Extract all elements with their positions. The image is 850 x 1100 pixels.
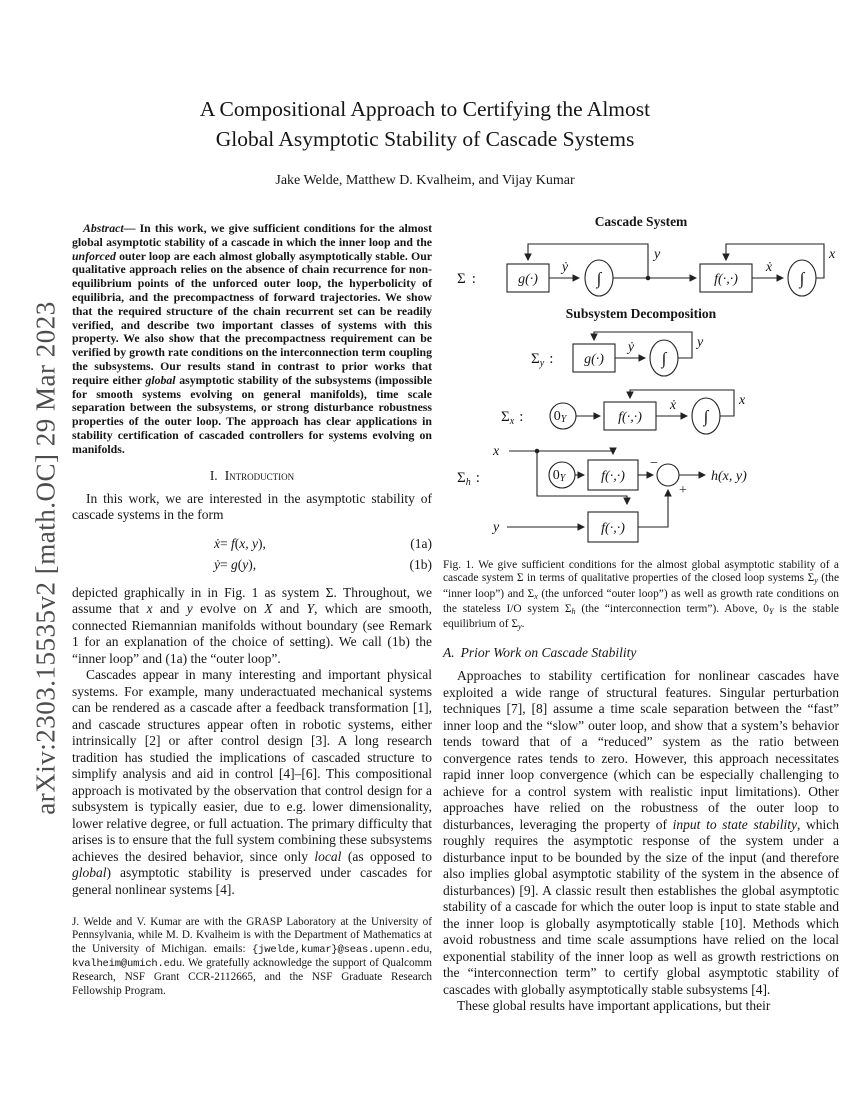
abstract: Abstract— In this work, we give sufficient conditions for the almost global asymptotic stability of a cascade in which the inner loop and the unforced outer loop are each almost globally asymptotically stable. Our qualitative approach relies on the absence of chain recurrence for non-equilibrium points of the unforced outer loop, the hyperbolicity of equilibria, and the precompactness of forward trajectories. We show that the required structure of the chain recurrent set can be readily verified, and describe two important classes of systems with this property. We also show that the precompactness requirement can be verified by growth rate conditions on the interconnection term coupling the subsystems. Our results stand in contrast to prior works that require either global asymptotic stability of the subsystems (impossible for smooth systems evolving on general manifolds), time scale separation between the subsystems, or strong disturbance robustness properties of the outer loop. The approach has clear applications in stability certification of cascaded controllers for systems evolving on manifolds.: [72, 221, 432, 456]
lower-output-wire: [638, 490, 668, 527]
minus-sign: −: [650, 456, 658, 471]
equation-1a-tag: (1a): [410, 535, 432, 551]
sigma-h-label: $\Sigma_h$ :: [457, 470, 480, 488]
integrator-x-label: ∫: [703, 407, 709, 426]
left-column: [72, 222, 432, 998]
zero-y-label: 0Y: [552, 468, 566, 484]
intro-paragraph-3: Cascades appear in many interesting and important physical systems. For example, many underactuated mechanical systems can be rendered as a cascade after a feedback transformation [1], and cascade structures appear often in robotic systems, either intrinsically [2] or after control design [3]. A long research tradition has studied the implications of cascaded structure to simplify analysis and aid in control [4]–[6]. This compositional approach is motivated by the observation that control design for a subsystem is typically easier, due to e.g. lower dimensionality, lower relative degree, or full actuation. The primary difficulty that arises is to ensure that the full system combining these subsystems achieves the desired behavior, since only local (as opposed to global) asymptotic stability is preserved under cascades for general nonlinear systems [4].: [72, 667, 432, 897]
sigma-y-label: $\Sigma_y$ :: [531, 351, 554, 369]
subsection-heading-prior-work: [443, 645, 839, 661]
inner-feedback-wire: [528, 244, 648, 278]
f-block-upper-label: f(·,·): [601, 469, 625, 484]
paper-title: [0, 94, 850, 154]
paper-title-line1: A Compositional Approach to Certifying the Almost: [199, 97, 651, 121]
sigma-x-label: $\Sigma_x$ :: [501, 409, 524, 427]
prior-work-paragraph-1: Approaches to stability certification for nonlinear cascades have exploited a wide range of structural features. Singular perturbation techniques [7], [8] assume a time scale separation between the “fast” inner loop and the “slow” outer loop, and show that a system’s behavior tends toward that of a “reduced” system as the ratio between convergence rates tends to zero. However, this approach necessitates rapid inner loop convergence (which can be especially challenging to achieve for a control system with realistic input limitations). Other approaches have relied on the robustness of the outer loop to disturbances, leveraging the property of input to state stability, which roughly requires the asymptotic response of the system under a disturbance input to be bounded by the size of the input (and therefore also implies global asymptotic stability of the system in the absence of disturbances) [9]. A classic result then establishes the global asymptotic stability of a cascade for which the outer loop is input to state stable and the inner loop is globally asymptotically stable [10]. Methods which avoid robustness and time scale assumptions have relied on the local exponential stability of the inner loop as well as growth restrictions on the “interconnection term” to certify global asymptotic stability of cascades with globally asymptotically stable subsystems [4].: [443, 668, 839, 997]
f-block-label: f(·,·): [714, 272, 738, 287]
x-input-wire: [509, 451, 613, 454]
subsystem-y-diagram: [443, 326, 839, 380]
g-block-label: g(·): [518, 272, 538, 287]
y-input-label: y: [493, 520, 500, 535]
subsection-title: Prior Work on Cascade Stability: [460, 645, 637, 661]
equation-1a-rhs: = f(x, y),: [220, 535, 266, 551]
subsection-number: A.: [443, 645, 455, 661]
feedback-wire: [630, 390, 734, 416]
y-output-label: y: [697, 335, 704, 350]
integrator-y-label: ∫: [661, 349, 667, 368]
equation-1a: [72, 533, 432, 554]
equation-1b: [72, 554, 432, 575]
section-number: I.: [209, 467, 218, 483]
f-block-lower-label: f(·,·): [601, 521, 625, 536]
x-input-label: x: [493, 444, 500, 459]
plus-sign: +: [679, 483, 687, 498]
right-column: [443, 212, 839, 1015]
prior-work-paragraph-2: These global results have important applications, but their: [457, 998, 771, 1014]
y-output-label: y: [654, 247, 661, 262]
equation-1a-lhs: ẋ: [214, 535, 220, 551]
integrator-y-label: ∫: [596, 269, 602, 288]
equation-1b-lhs: ẏ: [214, 556, 220, 572]
g-block-label: g(·): [584, 352, 604, 367]
x-output-label: x: [829, 247, 836, 262]
equation-block: [72, 533, 432, 575]
figure-1: [443, 214, 839, 633]
integrator-x-label: ∫: [799, 269, 805, 288]
subsystem-x-diagram: [443, 382, 839, 440]
h-output-label: h(x, y): [711, 469, 747, 484]
sum-junction: [657, 464, 679, 486]
xdot-label: ẋ: [765, 260, 773, 275]
authors-line: Jake Welde, Matthew D. Kvalheim, and Vijay Kumar: [275, 173, 575, 188]
author-footnote: J. Welde and V. Kumar are with the GRASP Laboratory at the University of Pennsylvania, while M. D. Kvalheim is with the Department of Mathematics at the University of Michigan. emails: {jwelde,kumar}@seas.upenn.edu, kvalheim@umich.edu. We gratefully acknowledge the support of Qualcomm Research, NSF Grant CCR-2112665, and the NSF Graduate Research Fellowship Program.: [72, 916, 432, 997]
intro-paragraph-1: In this work, we are interested in the asymptotic stability of cascade systems in the form: [72, 490, 432, 523]
section-heading-introduction: [72, 468, 432, 484]
equation-1b-rhs: = g(y),: [220, 556, 257, 572]
sigma-label: Σ :: [457, 271, 476, 287]
xdot-label: ẋ: [669, 398, 677, 413]
section-title: Introduction: [224, 467, 295, 483]
cascade-system-diagram: [443, 234, 839, 304]
interconnection-diagram: [443, 442, 839, 550]
paper-title-line2: Global Asymptotic Stability of Cascade Systems: [215, 127, 635, 151]
figure-caption: Fig. 1. We give sufficient conditions for the almost global asymptotic stability of a cascade system Σ in terms of qualitative properties of the closed loop systems Σy (the “inner loop”) and Σx (the unforced “outer loop”) as well as growth rate conditions on the stateless I/O system Σh (the “interconnection term”). Above, 0Y is the stable equilibrium of Σy.: [443, 559, 839, 631]
outer-feedback-wire: [726, 244, 824, 278]
figure-heading-cascade-system: Cascade System: [594, 214, 688, 229]
ydot-label: ẏ: [561, 260, 569, 275]
zero-y-label: 0Y: [553, 409, 567, 425]
x-output-label: x: [739, 393, 746, 408]
intro-paragraph-2: depicted graphically in in Fig. 1 as system Σ. Throughout, we assume that x and y evolve on X and Y, which are smooth, connected Riemannian manifolds without boundary (see Remark 1 for an explanation of the choice of setting). We call (1b) the “inner loop” and (1a) the “outer loop”.: [72, 584, 432, 666]
figure-heading-subsystem-decomposition: Subsystem Decomposition: [565, 306, 717, 321]
ydot-label: ẏ: [627, 340, 635, 355]
arxiv-banner: arXiv:2303.15535v2 [math.OC] 29 Mar 2023: [30, 301, 61, 815]
f-block-label: f(·,·): [618, 410, 642, 425]
equation-1b-tag: (1b): [409, 556, 432, 572]
